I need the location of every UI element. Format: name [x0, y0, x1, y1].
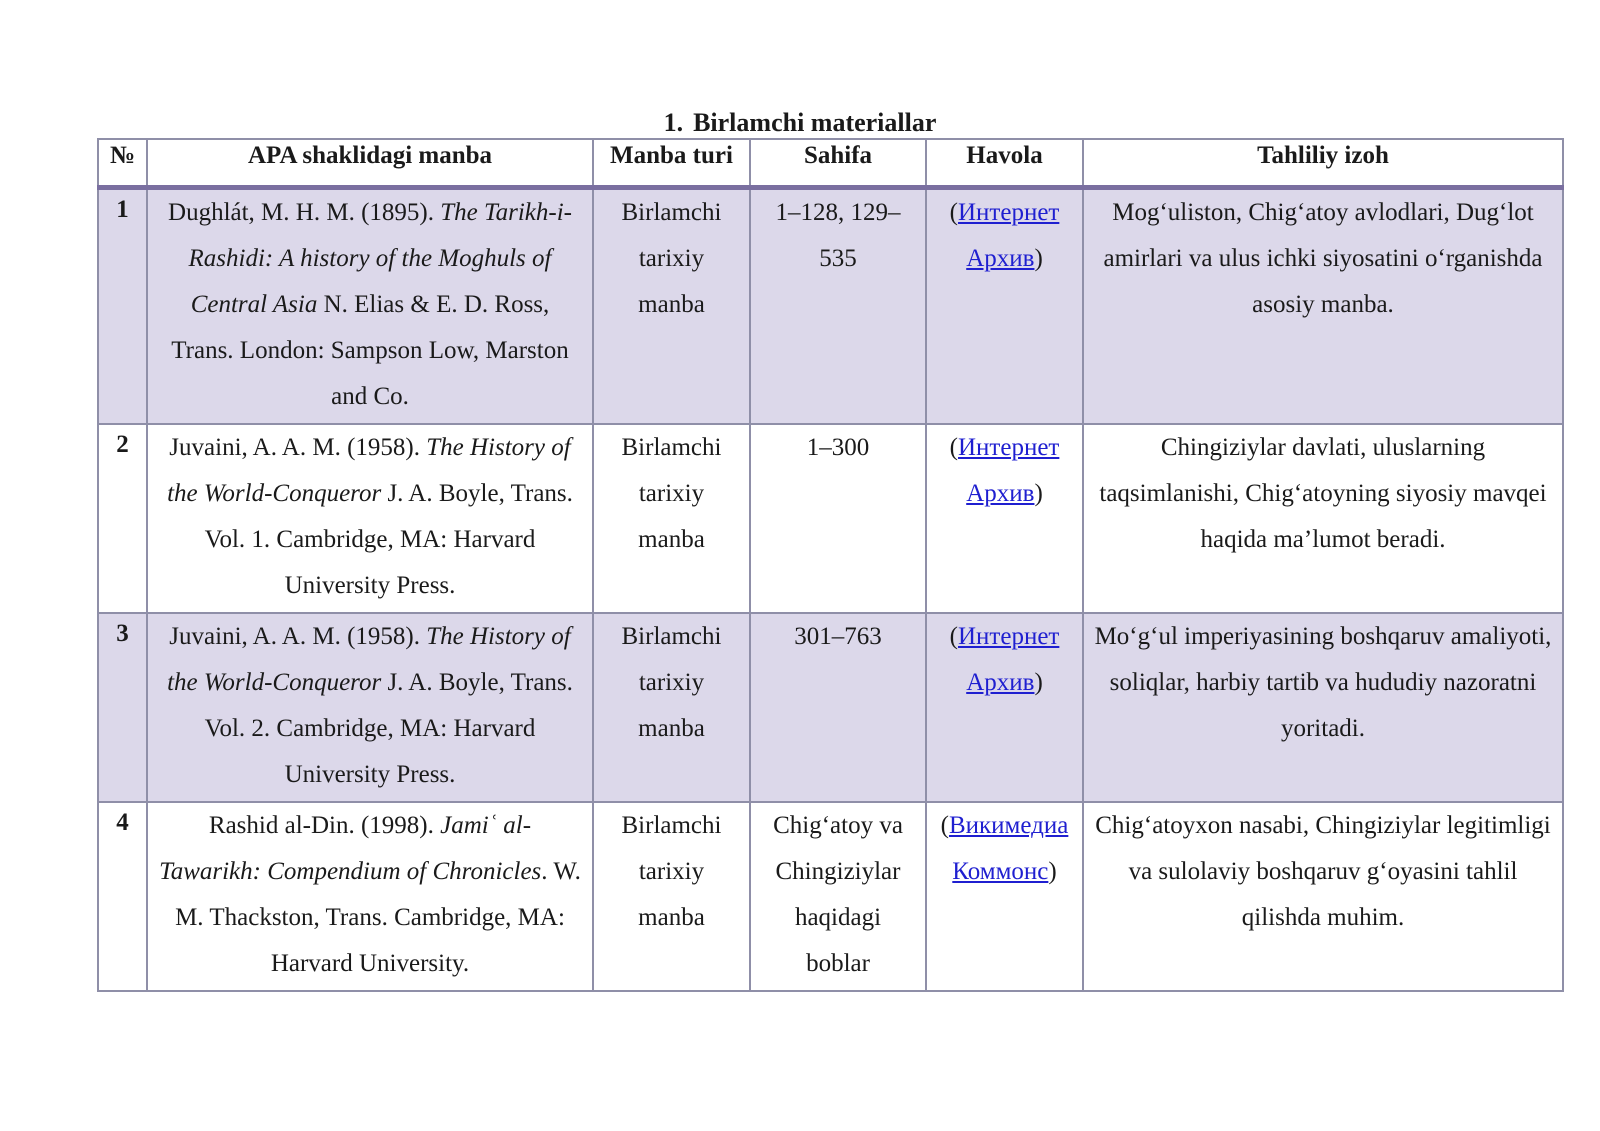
wikimedia-commons-link[interactable]: Викимедиа Коммонс	[948, 812, 1069, 885]
link-cell	[926, 188, 1083, 425]
citation-cell	[147, 188, 593, 425]
link-cell	[926, 424, 1083, 613]
header-citation: APA shaklidagi manba	[147, 139, 593, 188]
citation-author: Dughlát, M. H. M. (1895).	[168, 199, 441, 226]
pages-cell: 301–763	[750, 613, 926, 802]
citation-cell	[147, 613, 593, 802]
page-title	[0, 106, 1600, 140]
link-open-paren: (	[949, 623, 958, 650]
source-type-cell: Birlamchi tarixiy manba	[593, 188, 750, 425]
pages-cell: 1–300	[750, 424, 926, 613]
link-close-paren: )	[1034, 480, 1043, 507]
title-text: Birlamchi materiallar	[693, 108, 937, 137]
link-cell	[926, 802, 1083, 991]
source-type-cell: Birlamchi tarixiy manba	[593, 802, 750, 991]
citation-author: Juvaini, A. A. M. (1958).	[169, 623, 427, 650]
link-cell	[926, 613, 1083, 802]
citation-title: The History of the World-Conqueror	[167, 434, 571, 507]
table-row	[98, 802, 1563, 991]
citation-details: J. A. Boyle, Trans. Vol. 2. Cambridge, MA: Harvard University Press.	[204, 669, 573, 788]
link-close-paren: )	[1034, 245, 1043, 272]
source-type-cell: Birlamchi tarixiy manba	[593, 424, 750, 613]
header-number: №	[98, 139, 147, 188]
link-open-paren: (	[949, 434, 958, 461]
header-pages: Sahifa	[750, 139, 926, 188]
row-number: 1	[98, 188, 147, 425]
note-cell: Mog‘uliston, Chig‘atoy avlodlari, Dug‘lot amirlari va ulus ichki siyosatini o‘rganishda asosiy manba.	[1083, 188, 1563, 425]
pages-cell: 1–128, 129–535	[750, 188, 926, 425]
note-cell: Chig‘atoyxon nasabi, Chingiziylar legitimligi va sulolaviy boshqaruv g‘oyasini tahlil qilishda muhim.	[1083, 802, 1563, 991]
header-note: Tahliliy izoh	[1083, 139, 1563, 188]
citation-author: Juvaini, A. A. M. (1958).	[169, 434, 427, 461]
citation-details: J. A. Boyle, Trans. Vol. 1. Cambridge, MA: Harvard University Press.	[204, 480, 573, 599]
link-close-paren: )	[1048, 858, 1057, 885]
citation-cell	[147, 802, 593, 991]
citation-title: Jamiʿ al-Tawarikh: Compendium of Chronicles	[159, 812, 542, 885]
header-source-type: Manba turi	[593, 139, 750, 188]
internet-archive-link[interactable]: Интернет Архив	[957, 434, 1060, 507]
citation-author: Rashid al-Din. (1998).	[208, 812, 441, 839]
citation-title: The Tarikh-i-Rashidi: A history of the Moghuls of Central Asia	[188, 199, 572, 318]
citation-details: N. Elias & E. D. Ross, Trans. London: Sampson Low, Marston and Co.	[171, 291, 569, 410]
internet-archive-link[interactable]: Интернет Архив	[957, 623, 1060, 696]
link-open-paren: (	[940, 812, 949, 839]
title-number: 1.	[663, 108, 684, 137]
link-open-paren: (	[949, 199, 958, 226]
citation-details: . W. M. Thackston, Trans. Cambridge, MA: Harvard University.	[175, 858, 581, 977]
sources-table	[97, 138, 1564, 992]
table-row	[98, 613, 1563, 802]
source-type-cell: Birlamchi tarixiy manba	[593, 613, 750, 802]
table-row	[98, 188, 1563, 425]
note-cell: Mo‘g‘ul imperiyasining boshqaruv amaliyoti, soliqlar, harbiy tartib va hududiy nazoratni yoritadi.	[1083, 613, 1563, 802]
citation-cell	[147, 424, 593, 613]
pages-cell: Chig‘atoy va Chingiziylar haqidagi boblar	[750, 802, 926, 991]
row-number: 3	[98, 613, 147, 802]
table-row	[98, 424, 1563, 613]
note-cell: Chingiziylar davlati, uluslarning taqsimlanishi, Chig‘atoyning siyosiy mavqei haqida ma’lumot beradi.	[1083, 424, 1563, 613]
link-close-paren: )	[1034, 669, 1043, 696]
internet-archive-link[interactable]: Интернет Архив	[957, 199, 1060, 272]
header-link: Havola	[926, 139, 1083, 188]
row-number: 2	[98, 424, 147, 613]
table-header-row	[98, 139, 1563, 188]
row-number: 4	[98, 802, 147, 991]
citation-title: The History of the World-Conqueror	[167, 623, 571, 696]
